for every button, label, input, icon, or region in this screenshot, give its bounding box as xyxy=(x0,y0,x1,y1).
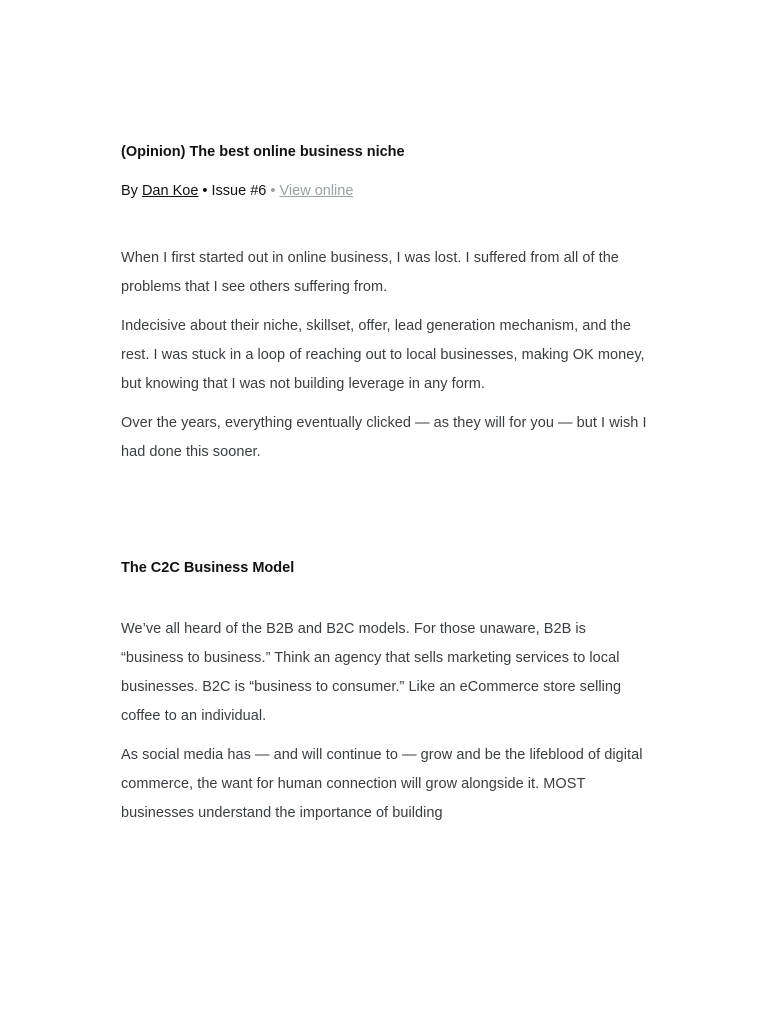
byline-prefix: By xyxy=(121,183,142,199)
intro-paragraph: When I first started out in online business, I was lost. I suffered from all of the problems that I see others suffering from. xyxy=(121,250,619,295)
section-paragraph: As social media has — and will continue to — grow and be the lifeblood of digital commerce, the want for human connection will grow alongside it. MOST businesses understand the importance of building xyxy=(121,747,643,821)
author-link[interactable]: Dan Koe xyxy=(141,183,199,199)
view-online-link[interactable]: View online xyxy=(279,183,354,199)
byline-separator: • xyxy=(198,183,212,199)
section-paragraph: We’ve all heard of the B2B and B2C models. For those unaware, B2B is “business to business.” Think an agency that sells marketing services to local businesses. B2C is “business to consumer.” Like an eCommerce store selling coffee to an individual. xyxy=(121,621,622,724)
byline-separator-muted: • xyxy=(266,183,280,199)
article-content xyxy=(121,141,651,838)
intro-paragraph: Over the years, everything eventually clicked — as they will for you — but I wish I had done this sooner. xyxy=(121,415,647,460)
article-title: (Opinion) The best online business niche xyxy=(121,144,405,160)
section-heading: The C2C Business Model xyxy=(121,560,295,576)
intro-section xyxy=(121,244,651,467)
issue-number: Issue #6 xyxy=(211,183,267,199)
byline xyxy=(121,180,651,202)
section-body xyxy=(121,615,651,828)
intro-paragraph: Indecisive about their niche, skillset, offer, lead generation mechanism, and the rest. I was stuck in a loop of reaching out to local businesses, making OK money, but knowing that I was not building leverage in any form. xyxy=(121,318,645,392)
